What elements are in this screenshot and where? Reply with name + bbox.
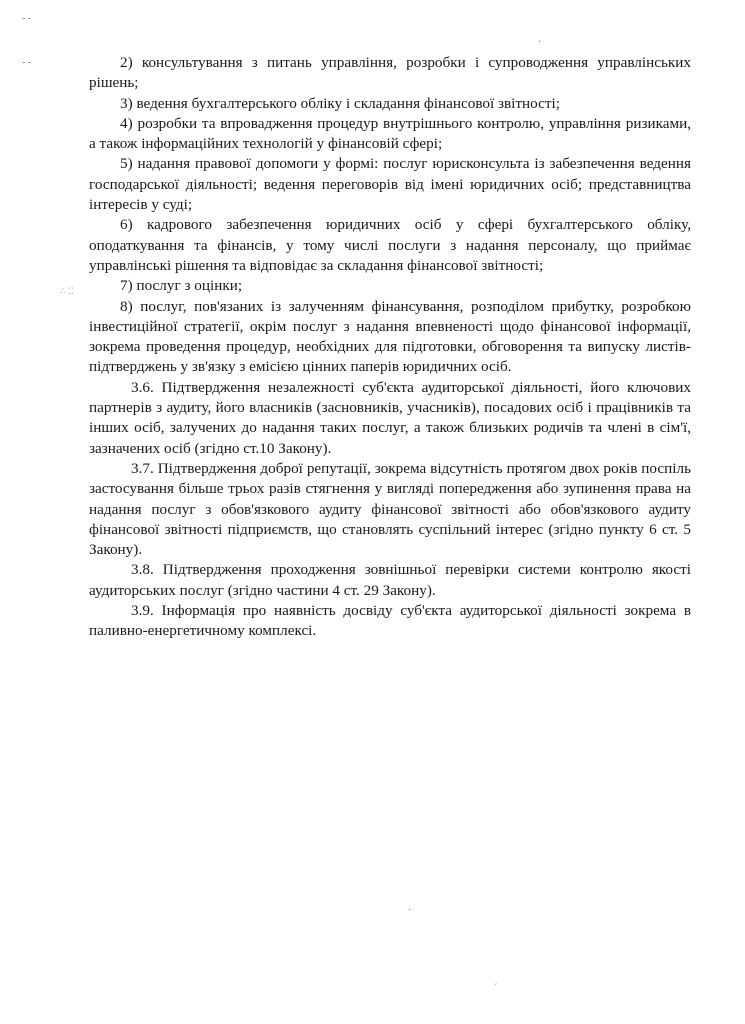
section-3-6: 3.6. Підтвердження незалежності суб'єкта аудиторської діяльності, його ключових партнерів з аудиту, його власників (засновників, учасників), посадових осіб і працівників та інших осіб, залучених до надання таких послуг, а також близьких родичів та члені в сім'ї, зазначених осіб (згідно ст.10 Закону). bbox=[89, 378, 691, 457]
list-item-2: 2) консультування з питань управління, розробки і супроводження управлінських рішень; bbox=[89, 54, 691, 92]
scan-speck: ∴ ⁚⁚ bbox=[60, 286, 74, 296]
list-item-5: 5) надання правової допомоги у формі: послуг юрисконсульта із забезпечення ведення господарської діяльності; ведення переговорів від імені юридичних осіб; представництва інтересів у суді; bbox=[89, 155, 691, 214]
list-item-7: 7) послуг з оцінки; bbox=[120, 277, 243, 295]
list-item-8: 8) послуг, пов'язаних із залученням фінансування, розподілом прибутку, розробкою інвестиційної стратегії, окрім послуг з надання впевненості щодо фінансової інформації, зокрема проведення процедур, необхідних для підготовки, обговорення та випуску листів-підтверджень у зв'язку з емісією цінних паперів юридичних осіб. bbox=[89, 297, 691, 376]
section-3-7: 3.7. Підтвердження доброї репутації, зокрема відсутність протягом двох років поспіль застосування більше трьох разів стягнення у вигляді попередження або зупинення права на надання послуг з обов'язкового аудиту фінансової звітності або обов'язкового аудиту фінансової звітності підприємств, що становлять суспільний інтерес (згідно пункту 6 ст. 5 Закону). bbox=[89, 459, 691, 559]
scan-speck: ˊ bbox=[494, 983, 498, 994]
list-item-6: 6) кадрового забезпечення юридичних осіб у сфері бухгалтерського обліку, оподаткування та фінансів, у тому числі послуги з надання персоналу, що приймає управлінські рішення та відповідає за складання фінансової звітності; bbox=[89, 216, 691, 274]
scan-speck: ‐ ‐ bbox=[22, 13, 32, 24]
document-body bbox=[89, 53, 691, 642]
list-item-4: 4) розробки та впровадження процедур внутрішнього контролю, управління ризиками, а також інформаційних технологій у фінансовій сфері; bbox=[89, 114, 691, 153]
scan-speck: · bbox=[538, 37, 542, 48]
scan-speck: · bbox=[408, 905, 412, 916]
section-3-8: 3.8. Підтвердження проходження зовнішньої перевірки системи контролю якості аудиторських послуг (згідно частини 4 ст. 29 Закону). bbox=[89, 561, 691, 599]
scan-speck: ‐ ‐ bbox=[22, 57, 32, 68]
section-3-9: 3.9. Інформація про наявність досвіду суб'єкта аудиторської діяльності зокрема в паливно-енергетичному комплексі. bbox=[89, 602, 691, 640]
list-item-3: 3) ведення бухгалтерського обліку і складання фінансової звітності; bbox=[120, 94, 560, 112]
